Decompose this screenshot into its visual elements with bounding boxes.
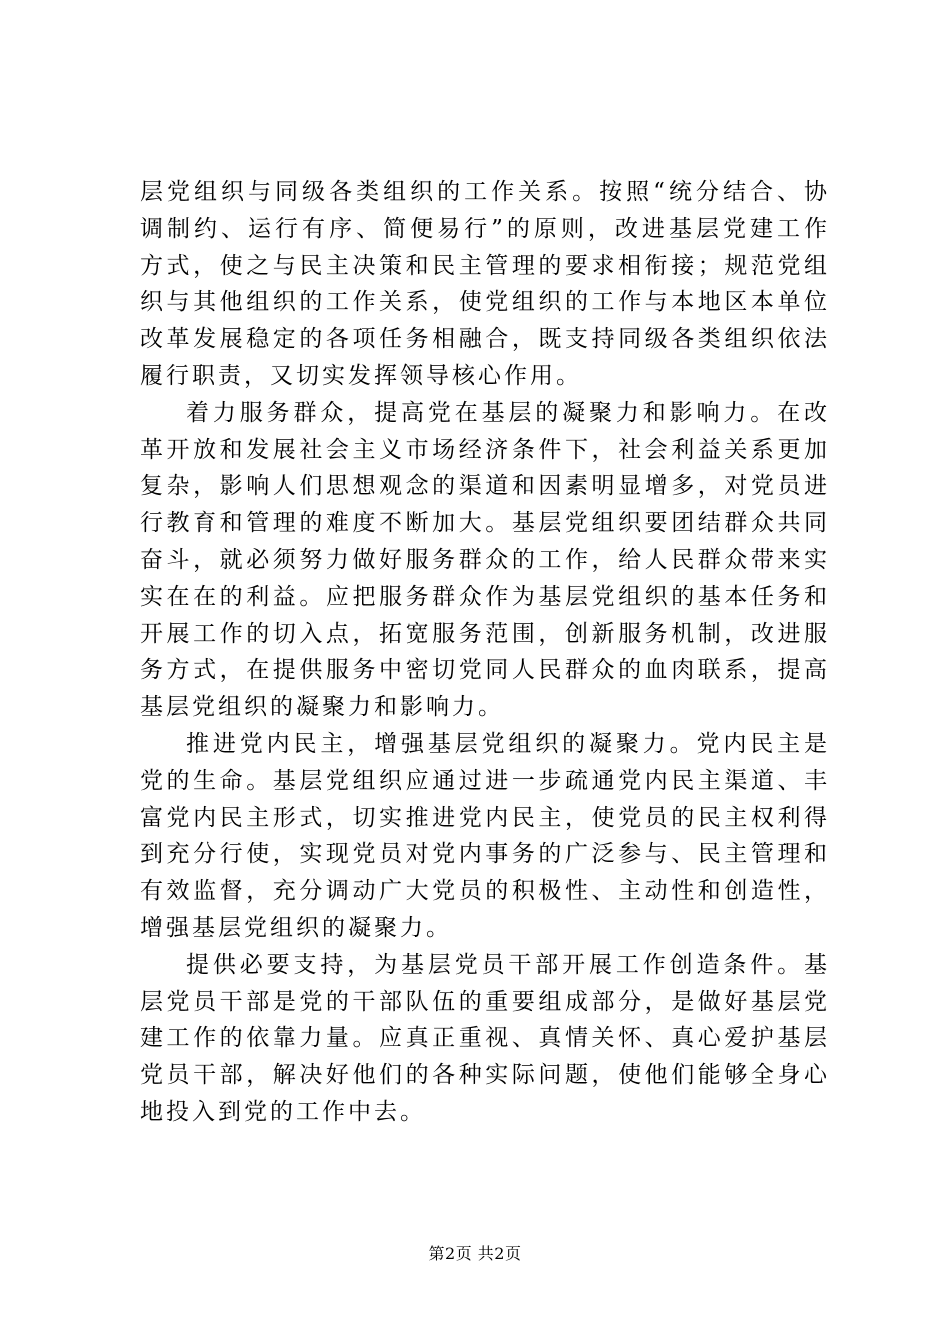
page-number-footer: 第2页 共2页 xyxy=(428,1244,522,1263)
paragraph-support-cadres: 提供必要支持，为基层党员干部开展工作创造条件。基层党员干部是党的干部队伍的重要组成部分，是做好基层党建工作的依靠力量。应真正重视、真情关怀、真心爱护基层党员干部，解决好他们的各种实际问题，使他们能够全身心地投入到党的工作中去。 xyxy=(140,951,830,1125)
document-body xyxy=(140,174,830,1131)
paragraph-serve-masses: 着力服务群众，提高党在基层的凝聚力和影响力。在改革开放和发展社会主义市场经济条件下，社会利益关系更加复杂，影响人们思想观念的渠道和因素明显增多，对党员进行教育和管理的难度不断加大。基层党组织要团结群众共同奋斗，就必须努力做好服务群众的工作，给人民群众带来实实在在的利益。应把服务群众作为基层党组织的基本任务和开展工作的切入点，拓宽服务范围，创新服务机制，改进服务方式，在提供服务中密切党同人民群众的血肉联系，提高基层党组织的凝聚力和影响力。 xyxy=(140,399,830,721)
paragraph-intro-continuation: 层党组织与同级各类组织的工作关系。按照“统分结合、协调制约、运行有序、简便易行”的原则，改进基层党建工作方式，使之与民主决策和民主管理的要求相衔接；规范党组织与其他组织的工作关系，使党组织的工作与本地区本单位改革发展稳定的各项任务相融合，既支持同级各类组织依法履行职责，又切实发挥领导核心作用。 xyxy=(140,179,830,389)
paragraph-inner-party-democracy: 推进党内民主，增强基层党组织的凝聚力。党内民主是党的生命。基层党组织应通过进一步疏通党内民主渠道、丰富党内民主形式，切实推进党内民主，使党员的民主权利得到充分行使，实现党员对党内事务的广泛参与、民主管理和有效监督，充分调动广大党员的积极性、主动性和创造性，增强基层党组织的凝聚力。 xyxy=(140,730,830,941)
